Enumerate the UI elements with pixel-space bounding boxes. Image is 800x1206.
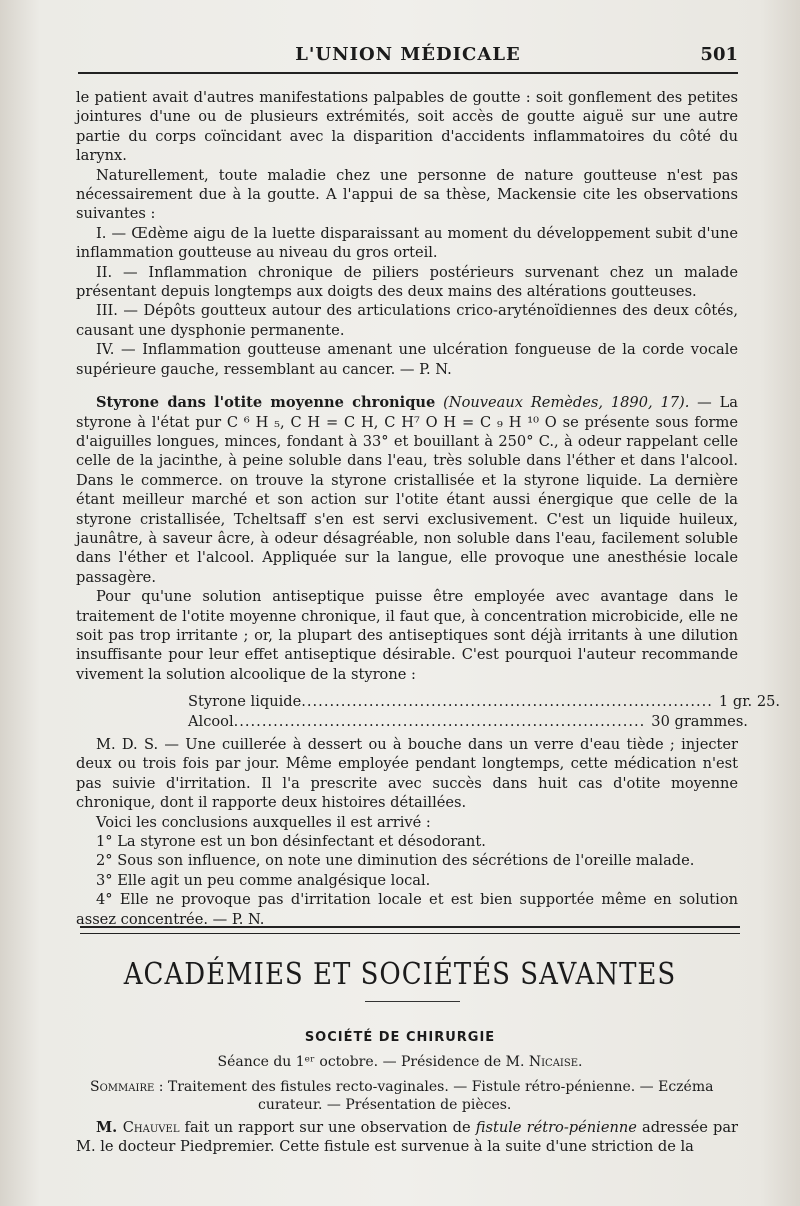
observation-4: IV. — Inflammation goutteuse amenant une ulcération fongueuse de la corde vocale supérieure gauche, ressemblant au cancer. — P. N.	[76, 341, 738, 378]
report-italic: fistule rétro-pénienne	[475, 1119, 637, 1136]
article-source: (Nouveaux Remèdes, 1890, 17).	[443, 394, 690, 412]
conclusion-1: 1° La styrone est un bon désinfectant et désodorant.	[96, 833, 486, 851]
prescription-row	[188, 712, 748, 731]
quantity: 30 grammes.	[651, 712, 748, 730]
title-underline	[365, 1001, 460, 1002]
chemical-formula: C ⁶ H ₅, C H = C H, C H⁷ O H = C ₉ H ¹⁰ O	[226, 413, 557, 431]
conclusion-4: 4° Elle ne provoque pas d'irritation locale et est bien supportée même en solution assez concentrée. — P. N.	[76, 891, 738, 928]
section-divider	[80, 926, 740, 934]
prescription-row	[188, 692, 781, 711]
summary	[90, 1078, 740, 1114]
header-rule	[78, 72, 738, 74]
article-title: Styrone dans l'otite moyenne chronique	[96, 394, 436, 412]
society-heading: SOCIÉTÉ DE CHIRURGIE	[304, 1030, 496, 1045]
report-m: M.	[96, 1119, 123, 1136]
summary-label: Sommaire	[90, 1079, 155, 1095]
conclusion-3: 3° Elle agit un peu comme analgésique local.	[96, 871, 431, 889]
article-intro: — La styrone à l'état pur	[76, 394, 738, 431]
section-title: ACADÉMIES ET SOCIÉTÉS SAVANTES	[123, 957, 677, 993]
session-line	[0, 1054, 800, 1070]
paragraph: le patient avait d'autres manifestations palpables de goutte : soit gonflement des petites jointures d'une ou de plusieurs extrémités, soit accès de goutte aiguë sur une autre partie du corps coïncidant avec la disparition d'accidents inflammatoires du côté du larynx.	[76, 89, 738, 165]
leader-dots: .........................................................................	[301, 693, 713, 711]
leader-dots: .........................................................................	[233, 712, 646, 730]
summary-text: : Traitement des fistules recto-vaginales. — Fistule rétro-pénienne. — Eczéma	[154, 1079, 714, 1095]
surgeon-name: Chauvel	[122, 1119, 180, 1136]
report-text: adressée par M. le docteur Piedpremier. Cette fistule est survenue à la suite d'une striction de la	[76, 1119, 738, 1156]
ingredient: Alcool	[188, 712, 234, 730]
session-text: Séance du 1ᵉʳ octobre. — Présidence de M.	[217, 1054, 529, 1070]
paragraph: Pour qu'une solution antiseptique puisse être employée avec avantage dans le traitement de l'otite moyenne chronique, il faut que, à concentration microbicide, elle ne soit pas trop irritante ; or, la plupart des antiseptiques sont déjà irritants à une dilution insuffisante pour leur effet antiseptique désirable. C'est pourquoi l'auteur recommande vivement la solution alcoolique de la styrone :	[76, 588, 738, 683]
ingredient: Styrone liquide	[188, 693, 302, 711]
summary-line: curateur. — Présentation de pièces.	[258, 1097, 512, 1113]
conclusion-2: 2° Sous son influence, on note une diminution des sécrétions de l'oreille malade.	[96, 852, 695, 870]
paragraph: Naturellement, toute maladie chez une personne de nature goutteuse n'est pas nécessairement due à la goutte. A l'appui de sa thèse, Mackensie cite les observations suivantes :	[76, 166, 738, 223]
summary-line	[90, 1078, 740, 1096]
observation-2: II. — Inflammation chronique de piliers postérieurs survenant chez un malade présentant depuis longtemps aux doigts des deux mains des altérations goutteuses.	[76, 263, 738, 301]
running-title: L'UNION MÉDICALE	[295, 44, 521, 65]
page-header	[78, 44, 738, 68]
paragraph: M. D. S. — Une cuillerée à dessert ou à bouche dans un verre d'eau tiède ; injecter deux ou trois fois par jour. Même employée pendant longtemps, cette médication n'est pas suivie d'irritation. Il l'a prescrite avec succès dans huit cas d'otite moyenne chronique, dont il rapporte deux histoires détaillées.	[76, 736, 738, 812]
prescription	[76, 692, 781, 731]
observation-1: I. — Œdème aigu de la luette disparaissant au moment du développement subit d'une inflammation goutteuse au niveau du gros orteil.	[76, 224, 738, 262]
paragraph: Voici les conclusions auxquelles il est arrivé :	[96, 813, 431, 831]
quantity: 1 gr. 25.	[718, 693, 781, 711]
styrone-paragraph	[76, 393, 738, 587]
report-paragraph	[76, 1118, 738, 1157]
observation-3: III. — Dépôts goutteux autour des articulations crico-aryténoïdiennes des deux côtés, causant une dysphonie permanente.	[76, 302, 738, 339]
report-text: fait un rapport sur une observation de	[179, 1119, 476, 1136]
article-body	[76, 88, 781, 929]
president-name: Nicaise.	[528, 1054, 583, 1070]
report	[76, 1118, 738, 1157]
article-text: se présente sous forme d'aiguilles longues, minces, fondant à 33° et bouillant à 250° C., à odeur rappelant celle celle de la jacinthe, à peine soluble dans l'eau, très soluble dans l'éther et dans l'alcool. Dans le commerce. on trouve la styrone cristallisée et la styrone liquide. La dernière étant meilleur marché et son action sur l'otite étant aussi énergique que celle de la styrone cristallisée, Tcheltsaff s'en est servi exclusivement. C'est un liquide huileux, jaunâtre, à saveur âcre, à odeur désagréable, non soluble dans l'eau, facilement soluble dans l'éther et l'alcool. Appliquée sur la langue, elle provoque une anesthésie locale passagère.	[76, 413, 738, 586]
page-number: 501	[700, 44, 738, 65]
